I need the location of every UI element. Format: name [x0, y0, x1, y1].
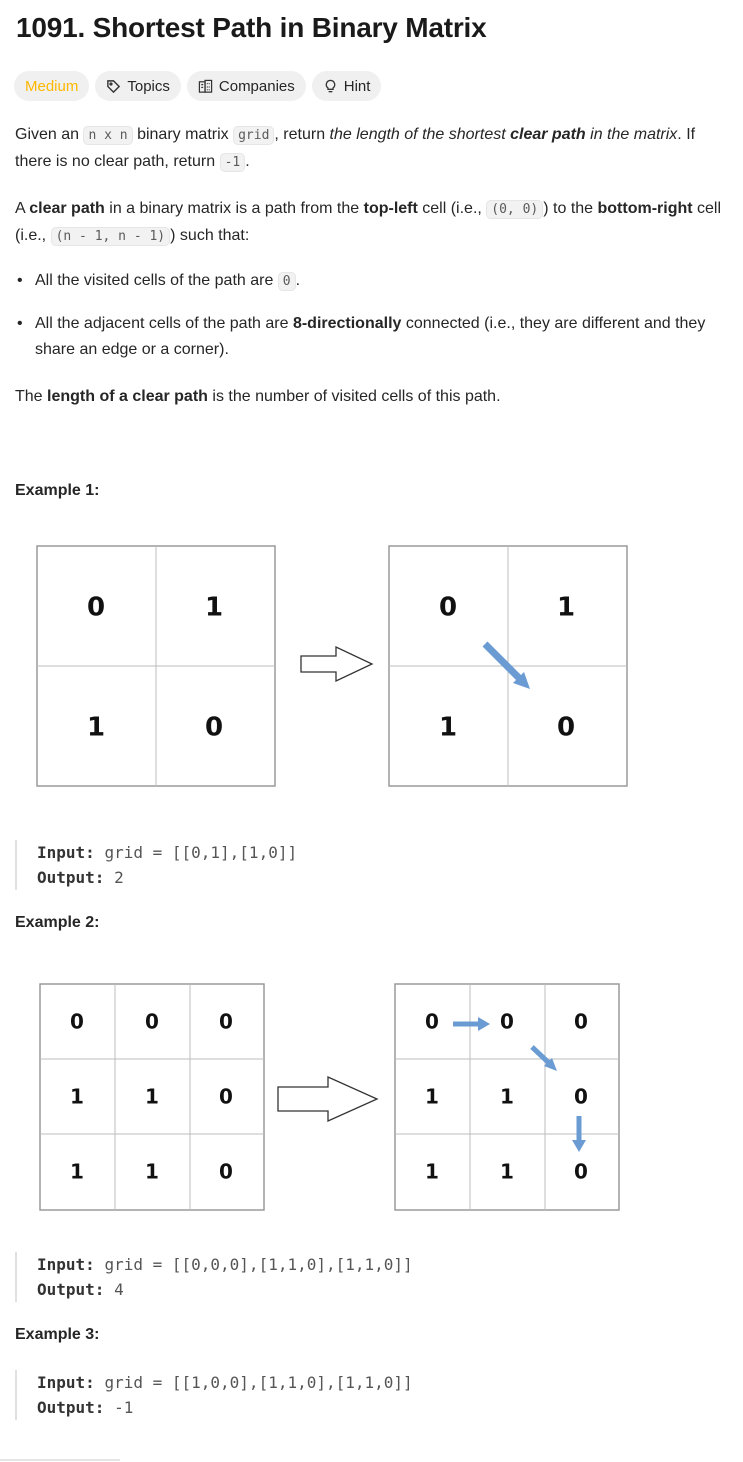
topics-label: Topics [127, 77, 170, 95]
grid-cell: 1 [70, 1084, 84, 1109]
example-2-diagram [0, 970, 743, 1220]
transform-arrow-icon [301, 647, 372, 681]
example-3-heading: Example 3: [15, 1326, 100, 1343]
example-1-grid-after [389, 546, 627, 786]
grid-cell: 0 [500, 1009, 514, 1034]
grid-cell: 0 [204, 712, 224, 743]
grid-cell: 0 [425, 1009, 439, 1034]
grid-cell: 1 [86, 712, 106, 743]
grid-cell: 1 [556, 592, 576, 623]
grid-cell: 0 [219, 1009, 233, 1034]
grid-cell: 0 [219, 1159, 233, 1184]
list-item: • All the visited cells of the path are 0 . [15, 268, 730, 295]
companies-tag[interactable] [187, 71, 306, 101]
example-2-heading: Example 2: [15, 914, 100, 931]
example-2-grid-before [40, 984, 264, 1210]
grid-cell: 0 [219, 1084, 233, 1109]
grid-cell: 1 [425, 1084, 439, 1109]
grid-cell: 0 [86, 592, 106, 623]
grid-cell: 1 [425, 1159, 439, 1184]
grid-cell: 1 [70, 1159, 84, 1184]
grid-cell: 0 [574, 1159, 588, 1184]
example-1-diagram [0, 530, 743, 805]
example-1-io: Input: grid = [[0,1],[1,0]] Output: 2 [15, 840, 297, 890]
grid-cell: 1 [145, 1159, 159, 1184]
example-2-io: Input: grid = [[0,0,0],[1,1,0],[1,1,0]] Output: 4 [15, 1252, 413, 1302]
grid-cell: 1 [438, 712, 458, 743]
inline-code-origin: (0, 0) [486, 200, 543, 219]
inline-code-n-x-n: n x n [83, 126, 132, 145]
example-3-io: Input: grid = [[1,0,0],[1,1,0],[1,1,0]] Output: -1 [15, 1370, 413, 1420]
description-paragraph-1: Given an n x n binary matrix grid , return the length of the shortest clear path in the matrix. If there is no clear path, return -1 . [15, 126, 696, 170]
grid-cell: 0 [145, 1009, 159, 1034]
grid-cell: 0 [556, 712, 576, 743]
inline-code-end: (n - 1, n - 1) [51, 227, 171, 246]
inline-code-minus-one: -1 [220, 153, 246, 172]
transform-arrow-icon [278, 1077, 377, 1121]
divider [0, 1459, 120, 1461]
inline-code-zero: 0 [278, 272, 296, 291]
list-item: • All the adjacent cells of the path are 8-directionally connected (i.e., they are different and they share an edge or a corner). [15, 311, 730, 363]
grid-cell: 0 [574, 1009, 588, 1034]
description-paragraph-3: The length of a clear path is the number of visited cells of this path. [15, 388, 501, 405]
grid-cell: 0 [574, 1084, 588, 1109]
tag-icon [106, 79, 121, 94]
topics-tag[interactable] [95, 71, 181, 101]
difficulty-badge[interactable]: Medium [14, 71, 89, 101]
building-icon [198, 79, 213, 94]
example-2-grid-after [395, 984, 619, 1210]
grid-cell: 1 [145, 1084, 159, 1109]
grid-cell: 1 [204, 592, 224, 623]
hint-tag[interactable] [312, 71, 382, 101]
grid-cell: 1 [500, 1084, 514, 1109]
lightbulb-icon [323, 79, 338, 94]
grid-cell: 0 [70, 1009, 84, 1034]
grid-cell: 0 [438, 592, 458, 623]
hint-label: Hint [343, 77, 371, 95]
problem-title: 1091. Shortest Path in Binary Matrix [16, 12, 487, 43]
example-1-grid-before [37, 546, 275, 786]
grid-cell: 1 [500, 1159, 514, 1184]
companies-label: Companies [218, 77, 295, 95]
inline-code-grid: grid [233, 126, 274, 145]
example-1-heading: Example 1: [15, 482, 100, 499]
conditions-list [15, 268, 730, 363]
description-paragraph-2: A clear path in a binary matrix is a path from the top-left cell (i.e., (0, 0) ) to the bottom-right cell (i.e., (n - 1, n - 1) ) such that: [15, 200, 722, 244]
tag-row [14, 71, 381, 101]
